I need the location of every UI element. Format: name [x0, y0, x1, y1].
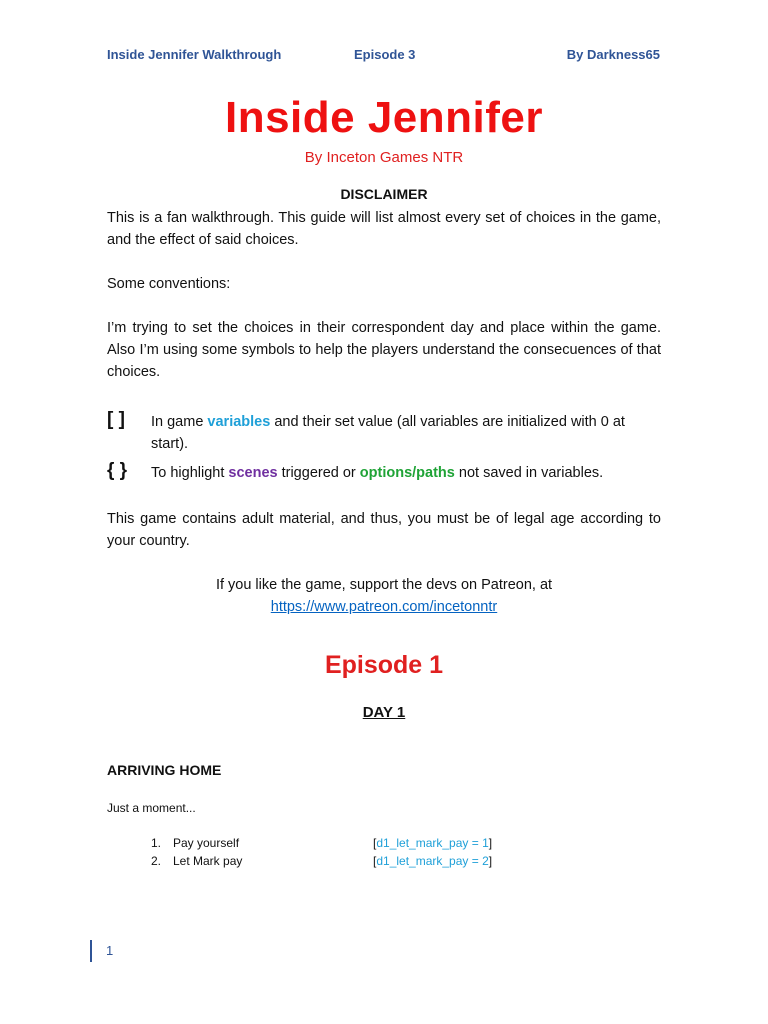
- page-number: 1: [106, 943, 114, 958]
- support-text: If you like the game, support the devs on Patreon, at: [215, 577, 553, 593]
- disclaimer-paragraph-3: I’m trying to set the choices in their correspondent day and place within the game. Also I’m using some symbols to help the players understand the consecuences of that choices.: [107, 320, 661, 380]
- page-title: Inside Jennifer: [224, 93, 544, 142]
- day-heading: DAY 1: [362, 704, 406, 721]
- convention-scenes-text: [151, 462, 661, 484]
- choice-label: Pay yourself: [173, 836, 240, 850]
- convention-text: triggered or: [277, 465, 360, 481]
- choice-variable: [373, 854, 492, 868]
- choice-variable: [373, 836, 492, 850]
- convention-brace-symbol: { }: [107, 460, 128, 481]
- disclaimer-paragraph-1: This is a fan walkthrough. This guide will list almost every set of choices in the game, and the effect of said choices.: [107, 210, 661, 248]
- variable-assignment: d1_let_mark_pay = 1: [376, 836, 489, 850]
- keyword-variables: variables: [207, 414, 271, 430]
- convention-variables: [107, 411, 661, 455]
- convention-bracket-symbol: [ ]: [107, 409, 125, 430]
- header-doc-title: Inside Jennifer Walkthrough: [107, 47, 282, 62]
- bracket-close: ]: [488, 854, 493, 868]
- choice-prompt: Just a moment...: [107, 801, 196, 815]
- convention-text: To highlight: [151, 465, 229, 481]
- disclaimer-heading: DISCLAIMER: [340, 186, 428, 202]
- convention-text: and their set value (all variables are initialized with 0 at start).: [151, 414, 625, 452]
- choice-item: [151, 854, 242, 868]
- support-block: [0, 574, 768, 618]
- bracket-close: ]: [488, 836, 493, 850]
- header-author: By Darkness65: [566, 47, 660, 62]
- convention-scenes: [107, 462, 661, 484]
- bracket-open: [: [373, 854, 377, 868]
- episode-heading: Episode 1: [324, 651, 444, 679]
- header-episode: Episode 3: [354, 47, 416, 62]
- keyword-options-paths: options/paths: [359, 465, 455, 481]
- convention-text: In game: [151, 414, 208, 430]
- footer-divider: [90, 940, 92, 962]
- bracket-open: [: [373, 836, 377, 850]
- disclaimer-paragraph-2: Some conventions:: [107, 276, 231, 292]
- choice-number: 1.: [151, 836, 162, 850]
- choice-item: [151, 836, 239, 850]
- section-heading: ARRIVING HOME: [107, 762, 222, 778]
- variable-assignment: d1_let_mark_pay = 2: [376, 854, 489, 868]
- keyword-scenes: scenes: [228, 465, 278, 481]
- adult-notice: This game contains adult material, and thus, you must be of legal age according to your country.: [107, 511, 661, 549]
- choice-label: Let Mark pay: [173, 854, 243, 868]
- convention-variables-text: [151, 411, 661, 455]
- page-subtitle: By Inceton Games NTR: [304, 149, 464, 166]
- patreon-link[interactable]: https://www.patreon.com/incetonntr: [270, 599, 498, 615]
- choice-number: 2.: [151, 854, 162, 868]
- convention-text: not saved in variables.: [454, 465, 604, 481]
